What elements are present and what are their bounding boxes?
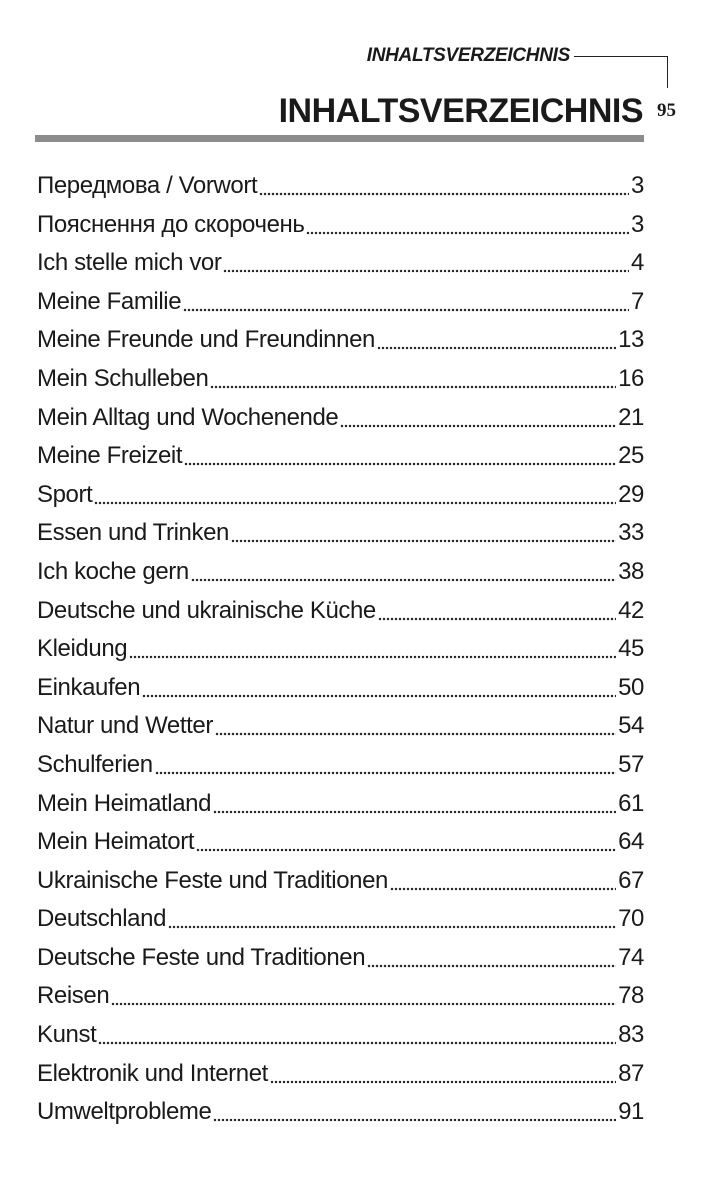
toc-entry-title: Sport: [37, 480, 93, 508]
toc-entry-page: 50: [618, 673, 644, 701]
toc-entry-title: Mein Schulleben: [37, 364, 209, 392]
toc-entry[interactable]: [37, 476, 644, 515]
toc-entry-title: Schulferien: [37, 750, 153, 778]
toc-dot-leader: [184, 437, 616, 476]
toc-entry-page: 3: [631, 172, 644, 199]
toc-dot-leader: [98, 1016, 616, 1055]
toc-entry-title: Meine Freizeit: [37, 442, 183, 470]
toc-dot-leader: [378, 592, 616, 631]
running-header: [0, 44, 718, 74]
toc-entry[interactable]: [37, 746, 644, 785]
page-number: 95: [657, 100, 676, 121]
toc-entry-page: 7: [631, 287, 644, 315]
toc-entry[interactable]: [37, 206, 644, 245]
toc-entry-title: Kunst: [37, 1021, 97, 1049]
toc-entry[interactable]: [37, 514, 644, 553]
toc-entry[interactable]: [37, 1016, 644, 1055]
toc-entry[interactable]: [37, 669, 644, 708]
toc-entry-page: 29: [618, 480, 644, 508]
page-title: INHALTSVERZEICHNIS: [278, 92, 643, 130]
toc-dot-leader: [215, 707, 616, 746]
toc-entry[interactable]: [37, 823, 644, 862]
toc-entry-page: 25: [618, 442, 644, 470]
toc-entry-page: 67: [618, 866, 644, 894]
toc-dot-leader: [183, 283, 629, 322]
title-underline: [35, 135, 644, 142]
toc-dot-leader: [367, 939, 616, 978]
toc-dot-leader: [340, 399, 616, 438]
toc-entry[interactable]: [37, 1093, 644, 1132]
toc-entry-title: Meine Freunde und Freundinnen: [37, 326, 375, 354]
toc-entry-title: Meine Familie: [37, 287, 182, 315]
toc-entry-page: 13: [618, 326, 644, 354]
toc-entry-page: 42: [618, 596, 644, 624]
running-rule-horizontal: [574, 56, 668, 57]
toc-dot-leader: [142, 669, 616, 708]
toc-dot-leader: [129, 630, 616, 669]
toc-entry-title: Essen und Trinken: [37, 519, 229, 547]
running-title: INHALTSVERZEICHNIS: [366, 45, 570, 66]
toc-dot-leader: [213, 785, 616, 824]
toc-dot-leader: [155, 746, 616, 785]
toc-entry-title: Передмова / Vorwort: [37, 172, 258, 199]
toc-dot-leader: [377, 321, 616, 360]
toc-entry[interactable]: [37, 167, 644, 206]
toc-entry[interactable]: [37, 785, 644, 824]
toc-dot-leader: [196, 823, 616, 862]
toc-dot-leader: [231, 514, 616, 553]
toc-entry-page: 16: [618, 364, 644, 392]
toc-entry-title: Ukrainische Feste und Traditionen: [37, 866, 388, 894]
toc-entry-title: Mein Heimatland: [37, 789, 212, 817]
toc-entry-page: 61: [618, 789, 644, 817]
toc-entry[interactable]: [37, 707, 644, 746]
toc-entry-title: Пояснення до скорочень: [37, 210, 305, 238]
toc-entry[interactable]: [37, 399, 644, 438]
toc-entry[interactable]: [37, 437, 644, 476]
toc-dot-leader: [270, 1055, 616, 1094]
running-rule-vertical: [667, 56, 668, 88]
toc-entry-page: 4: [631, 249, 644, 277]
toc-entry-page: 57: [618, 750, 644, 778]
toc-entry[interactable]: [37, 977, 644, 1016]
toc-entry-title: Elektronik und Internet: [37, 1059, 268, 1087]
toc-entry[interactable]: [37, 360, 644, 399]
toc-entry-page: 21: [618, 403, 644, 431]
toc-entry-page: 54: [618, 712, 644, 740]
toc-entry-page: 64: [618, 828, 644, 856]
toc-entry-title: Reisen: [37, 982, 110, 1010]
toc-dot-leader: [213, 1093, 616, 1132]
toc-entry[interactable]: [37, 553, 644, 592]
toc-entry[interactable]: [37, 900, 644, 939]
toc-entry[interactable]: [37, 939, 644, 978]
toc-entry-title: Deutsche und ukrainische Küche: [37, 596, 376, 624]
toc-dot-leader: [259, 167, 629, 206]
toc-dot-leader: [111, 977, 616, 1016]
toc-entry-title: Ich koche gern: [37, 557, 189, 585]
toc-entry-page: 91: [618, 1098, 644, 1126]
toc-entry-title: Umweltprobleme: [37, 1098, 212, 1126]
toc-entry-page: 78: [618, 982, 644, 1010]
toc-entry[interactable]: [37, 862, 644, 901]
toc-dot-leader: [223, 244, 629, 283]
toc-dot-leader: [306, 206, 629, 245]
toc-entry[interactable]: [37, 1055, 644, 1094]
toc-entry-title: Natur und Wetter: [37, 712, 213, 740]
toc-entry-title: Deutsche Feste und Traditionen: [37, 943, 366, 971]
toc-entry-page: 74: [618, 943, 644, 971]
toc-entry-page: 38: [618, 557, 644, 585]
table-of-contents: [37, 167, 644, 1132]
toc-entry-title: Mein Heimatort: [37, 828, 195, 856]
toc-entry-title: Kleidung: [37, 635, 128, 663]
toc-entry[interactable]: [37, 321, 644, 360]
toc-entry[interactable]: [37, 630, 644, 669]
toc-dot-leader: [94, 476, 616, 515]
toc-dot-leader: [191, 553, 616, 592]
toc-entry-title: Ich stelle mich vor: [37, 249, 222, 277]
toc-entry[interactable]: [37, 592, 644, 631]
toc-entry[interactable]: [37, 283, 644, 322]
toc-dot-leader: [390, 862, 616, 901]
toc-entry-page: 33: [618, 519, 644, 547]
toc-entry-page: 3: [631, 210, 644, 238]
toc-entry-title: Mein Alltag und Wochenende: [37, 403, 339, 431]
toc-entry-title: Einkaufen: [37, 673, 141, 701]
toc-entry-page: 70: [618, 905, 644, 933]
toc-entry-title: Deutschland: [37, 905, 167, 933]
toc-entry[interactable]: [37, 244, 644, 283]
toc-entry-page: 83: [618, 1021, 644, 1049]
toc-entry-page: 87: [618, 1059, 644, 1087]
toc-entry-page: 45: [618, 635, 644, 663]
toc-dot-leader: [168, 900, 616, 939]
toc-dot-leader: [210, 360, 616, 399]
